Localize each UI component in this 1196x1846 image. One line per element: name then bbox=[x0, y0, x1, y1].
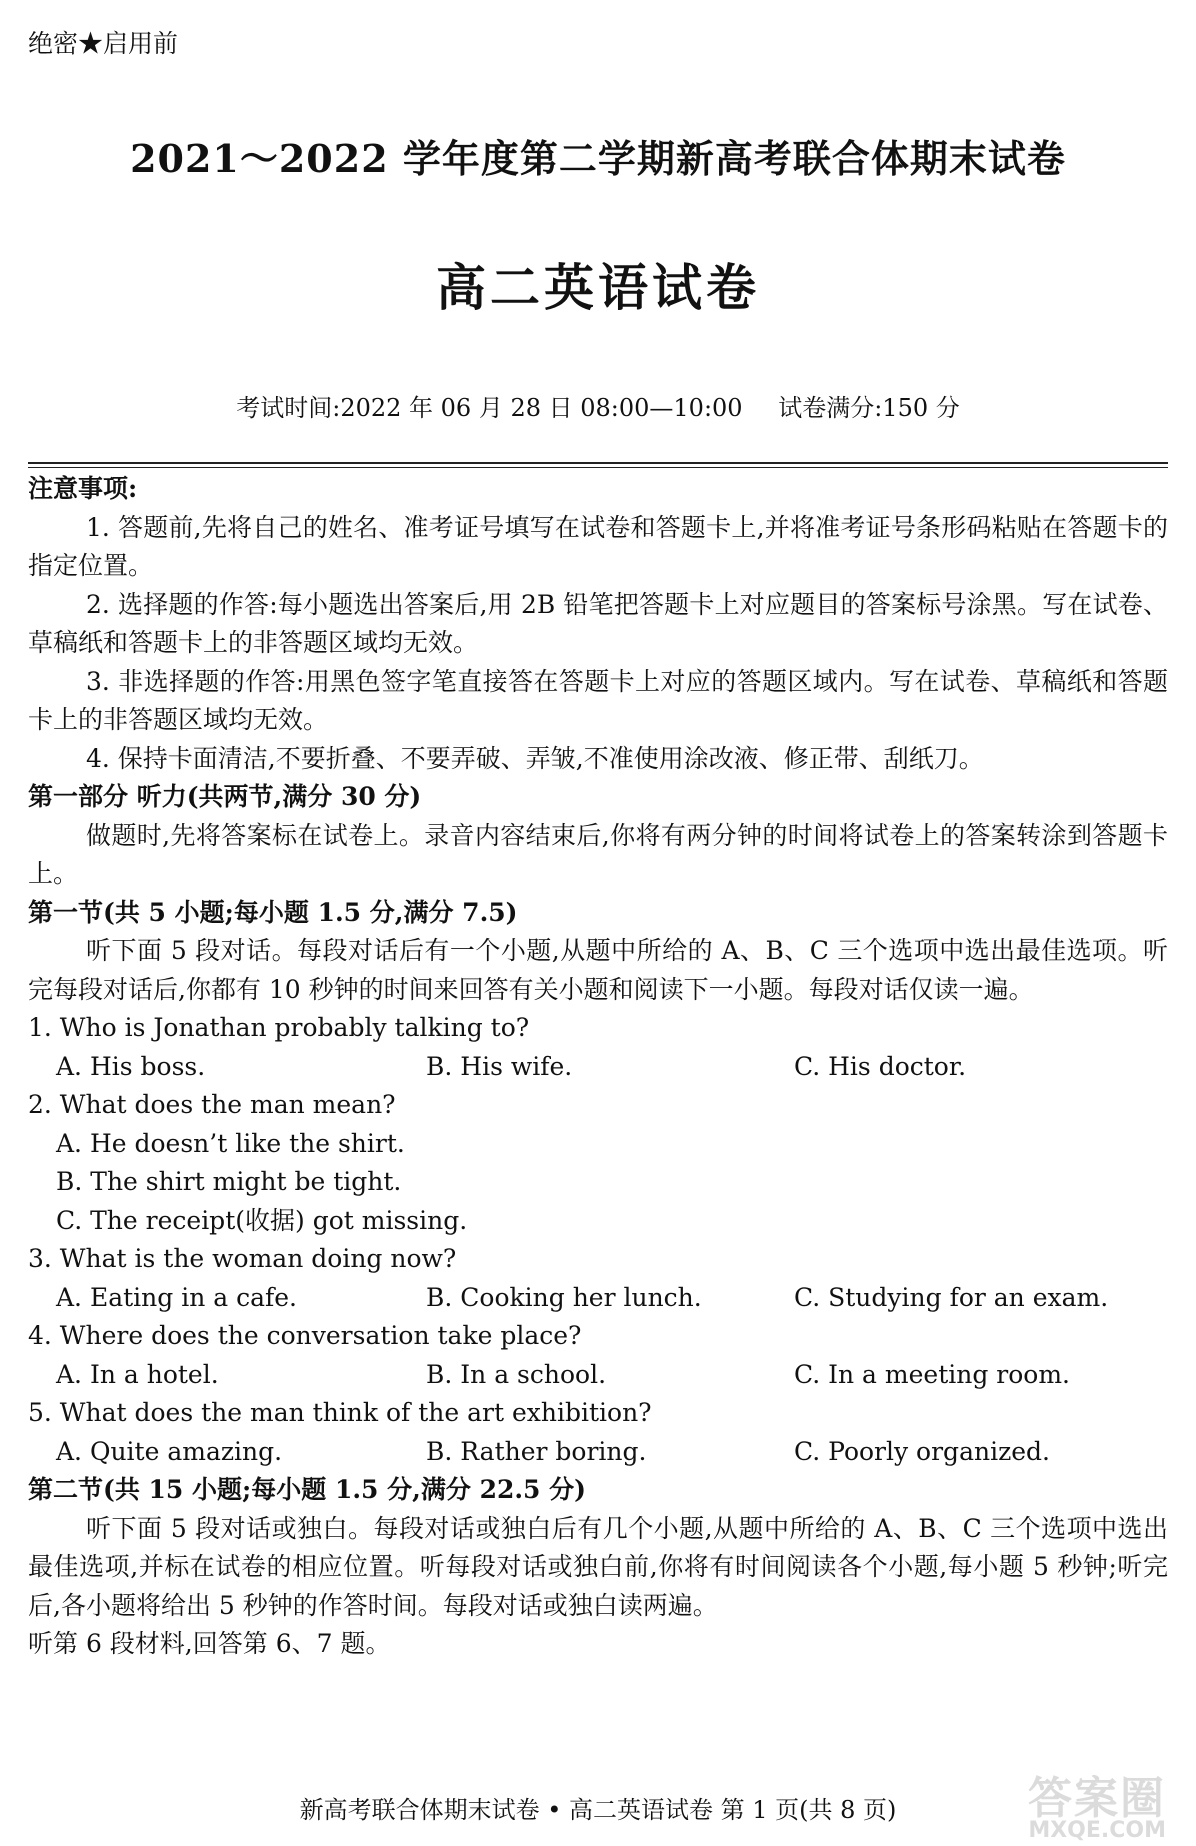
option-b: B. His wife. bbox=[426, 1051, 573, 1081]
question-5: 5. What does the man think of the art exhibition? bbox=[28, 1398, 652, 1427]
option-c: C. His doctor. bbox=[794, 1051, 967, 1081]
header-divider-thin bbox=[28, 467, 1168, 468]
page-footer: 新高考联合体期末试卷 • 高二英语试卷 第 1 页(共 8 页) bbox=[299, 1796, 897, 1824]
option-a: A. His boss. bbox=[56, 1051, 206, 1081]
option-a: A. Eating in a cafe. bbox=[56, 1282, 297, 1312]
section2-instruction: 听下面 5 段对话或独白。每段对话或独白后有几个小题,从题中所给的 A、B、C 三个选项中选出最佳选项,并标在试卷的相应位置。听每段对话或独白前,你将有时间阅读各个小题,每小题 5 秒钟;听完后,各小题将给出 5 秒钟的作答时间。每段对话或独白读两遍。 bbox=[28, 1513, 1168, 1620]
watermark-logo bbox=[1016, 1762, 1166, 1842]
note-item: 3. 非选择题的作答:用黑色签字笔直接答在答题卡上对应的答题区域内。写在试卷、草稿纸和答题卡上的非答题区域均无效。 bbox=[28, 666, 1168, 734]
option-c: C. Poorly organized. bbox=[794, 1436, 1050, 1466]
option-b: B. The shirt might be tight. bbox=[56, 1167, 402, 1196]
note-item: 2. 选择题的作答:每小题选出答案后,用 2B 铅笔把答题卡上对应题目的答案标号涂黑。写在试卷、草稿纸和答题卡上的非答题区域均无效。 bbox=[28, 589, 1168, 657]
exam-meta bbox=[0, 388, 1196, 423]
question-4: 4. Where does the conversation take place? bbox=[28, 1321, 582, 1350]
option-a: A. He doesn’t like the shirt. bbox=[56, 1128, 405, 1158]
part1-instruction: 做题时,先将答案标在试卷上。录音内容结束后,你将有两分钟的时间将试卷上的答案转涂到答题卡上。 bbox=[28, 820, 1168, 888]
full-score: 试卷满分:150 分 bbox=[778, 394, 960, 422]
question-3: 3. What is the woman doing now? bbox=[28, 1244, 457, 1273]
option-a: A. Quite amazing. bbox=[56, 1436, 283, 1466]
question-4-options bbox=[28, 1356, 1168, 1395]
confidential-label: 绝密★启用前 bbox=[28, 29, 179, 58]
question-5-options bbox=[28, 1433, 1168, 1472]
option-c: C. The receipt(收据) got missing. bbox=[56, 1205, 468, 1235]
notes-title: 注意事项: bbox=[28, 474, 138, 503]
question-1-options bbox=[28, 1048, 1168, 1087]
subject-title: 高二英语试卷 bbox=[436, 258, 760, 317]
section1-heading: 第一节(共 5 小题;每小题 1.5 分,满分 7.5) bbox=[28, 897, 518, 927]
exam-time: 考试时间:2022 年 06 月 28 日 08:00—10:00 bbox=[236, 394, 743, 422]
watermark-text: 答案圈 bbox=[1028, 1773, 1166, 1824]
option-b: B. Rather boring. bbox=[426, 1436, 647, 1466]
note-item: 1. 答题前,先将自己的姓名、准考证号填写在试卷和答题卡上,并将准考证号条形码粘贴在答题卡的指定位置。 bbox=[28, 512, 1168, 580]
option-b: B. In a school. bbox=[426, 1359, 607, 1389]
option-c: C. In a meeting room. bbox=[794, 1359, 1071, 1389]
option-a: A. In a hotel. bbox=[56, 1359, 219, 1389]
section2-heading: 第二节(共 15 小题;每小题 1.5 分,满分 22.5 分) bbox=[28, 1475, 586, 1504]
option-c: C. Studying for an exam. bbox=[794, 1282, 1109, 1312]
section1-instruction: 听下面 5 段对话。每段对话后有一个小题,从题中所给的 A、B、C 三个选项中选出最佳选项。听完每段对话后,你都有 10 秒钟的时间来回答有关小题和阅读下一小题。每段对话仅读一遍。 bbox=[28, 936, 1168, 1004]
watermark-url: MXQE.COM bbox=[1028, 1818, 1166, 1843]
part1-heading: 第一部分 听力(共两节,满分 30 分) bbox=[28, 782, 422, 811]
header-divider bbox=[28, 462, 1168, 464]
note-item: 4. 保持卡面清洁,不要折叠、不要弄破、弄皱,不准使用涂改液、修正带、刮纸刀。 bbox=[86, 743, 984, 773]
material-note: 听第 6 段材料,回答第 6、7 题。 bbox=[28, 1629, 391, 1658]
document-body bbox=[28, 470, 1168, 1664]
question-3-options bbox=[28, 1279, 1168, 1318]
option-b: B. Cooking her lunch. bbox=[426, 1282, 702, 1312]
question-1: 1. Who is Jonathan probably talking to? bbox=[28, 1013, 530, 1042]
exam-title: 2021～2022 学年度第二学期新高考联合体期末试卷 bbox=[130, 136, 1066, 181]
question-2: 2. What does the man mean? bbox=[28, 1090, 396, 1119]
